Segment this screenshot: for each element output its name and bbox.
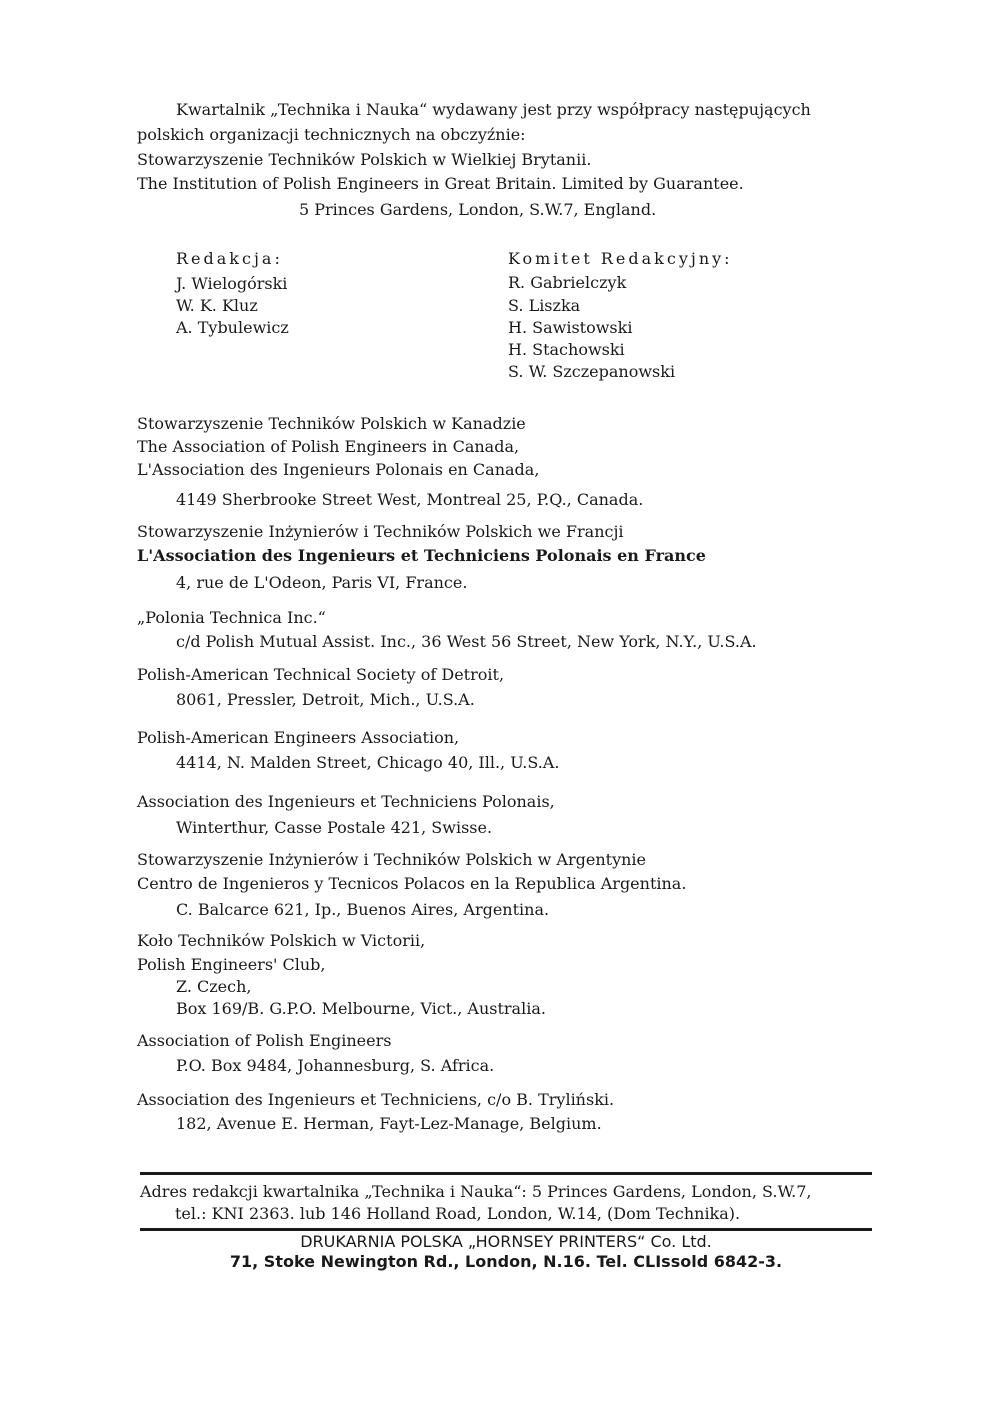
org-australia-name-en: Polish Engineers' Club, [137, 955, 326, 974]
komitet-member: H. Stachowski [508, 340, 625, 359]
org-canada-address: 4149 Sherbrooke Street West, Montreal 25, P.Q., Canada. [176, 490, 644, 509]
org-chicago-address: 4414, N. Malden Street, Chicago 40, Ill., U.S.A. [176, 753, 560, 772]
komitet-member: R. Gabrielczyk [508, 273, 627, 292]
komitet-member: S. W. Szczepanowski [508, 362, 676, 381]
org-australia-contact: Z. Czech, [176, 977, 252, 996]
org-argentina-name-es: Centro de Ingenieros y Tecnicos Polacos en la Republica Argentina. [137, 874, 687, 893]
org-australia-name-pl: Koło Techników Polskich w Victorii, [137, 931, 426, 950]
redakcja-member: J. Wielogórski [176, 274, 288, 293]
footer-address-line-2: tel.: KNI 2363. lub 146 Holland Road, London, W.14, (Dom Technika). [175, 1204, 741, 1223]
footer-address-line-1: Adres redakcji kwartalnika „Technika i Nauka“: 5 Princes Gardens, London, S.W.7, [140, 1182, 812, 1201]
org-south-africa-name: Association of Polish Engineers [137, 1031, 392, 1050]
org-belgium-name: Association des Ingenieurs et Techniciens, c/o B. Tryliński. [137, 1090, 615, 1109]
org-swiss-address: Winterthur, Casse Postale 421, Swisse. [176, 818, 493, 837]
intro-line-2: polskich organizacji technicznych na obczyźnie: [137, 125, 526, 144]
intro-line-1: Kwartalnik „Technika i Nauka“ wydawany jest przy współpracy następujących [176, 100, 811, 119]
intro-address: 5 Princes Gardens, London, S.W.7, England. [299, 200, 657, 219]
printer-address: 71, Stoke Newington Rd., London, N.16. Tel. CLIssold 6842-3. [229, 1252, 783, 1271]
komitet-member: H. Sawistowski [508, 318, 633, 337]
org-detroit-name: Polish-American Technical Society of Detroit, [137, 665, 505, 684]
org-south-africa-address: P.O. Box 9484, Johannesburg, S. Africa. [176, 1056, 495, 1075]
org-argentina-name-pl: Stowarzyszenie Inżynierów i Techników Polskich w Argentynie [137, 850, 647, 869]
org-france-address: 4, rue de L'Odeon, Paris VI, France. [176, 573, 468, 592]
intro-line-4: The Institution of Polish Engineers in Great Britain. Limited by Guarantee. [137, 174, 744, 193]
printer-name: DRUKARNIA POLSKA „HORNSEY PRINTERS“ Co. Ltd. [300, 1232, 712, 1251]
org-australia-address: Box 169/B. G.P.O. Melbourne, Vict., Australia. [176, 999, 546, 1018]
org-france-name-pl: Stowarzyszenie Inżynierów i Techników Polskich we Francji [137, 522, 624, 541]
org-swiss-name: Association des Ingenieurs et Techniciens Polonais, [137, 792, 555, 811]
org-canada-name-fr: L'Association des Ingenieurs Polonais en Canada, [137, 460, 540, 479]
org-canada-name-en: The Association of Polish Engineers in Canada, [137, 437, 520, 456]
footer-rule-top [140, 1172, 872, 1175]
org-detroit-address: 8061, Pressler, Detroit, Mich., U.S.A. [176, 690, 475, 709]
intro-line-3: Stowarzyszenie Techników Polskich w Wielkiej Brytanii. [137, 150, 592, 169]
redakcja-heading: Redakcja: [176, 249, 283, 268]
org-argentina-address: C. Balcarce 621, Ip., Buenos Aires, Argentina. [176, 900, 550, 919]
footer-rule-bottom [140, 1228, 872, 1231]
org-belgium-address: 182, Avenue E. Herman, Fayt-Lez-Manage, Belgium. [176, 1114, 602, 1133]
org-polonia-name: „Polonia Technica Inc.“ [137, 608, 326, 627]
redakcja-member: A. Tybulewicz [176, 318, 289, 337]
org-canada-name-pl: Stowarzyszenie Techników Polskich w Kanadzie [137, 414, 526, 433]
redakcja-member: W. K. Kluz [176, 296, 258, 315]
komitet-member: S. Liszka [508, 296, 581, 315]
org-france-name-fr: L'Association des Ingenieurs et Techniciens Polonais en France [137, 546, 706, 565]
org-polonia-address: c/d Polish Mutual Assist. Inc., 36 West 56 Street, New York, N.Y., U.S.A. [176, 632, 757, 651]
komitet-heading: Komitet Redakcyjny: [508, 249, 733, 268]
org-chicago-name: Polish-American Engineers Association, [137, 728, 460, 747]
